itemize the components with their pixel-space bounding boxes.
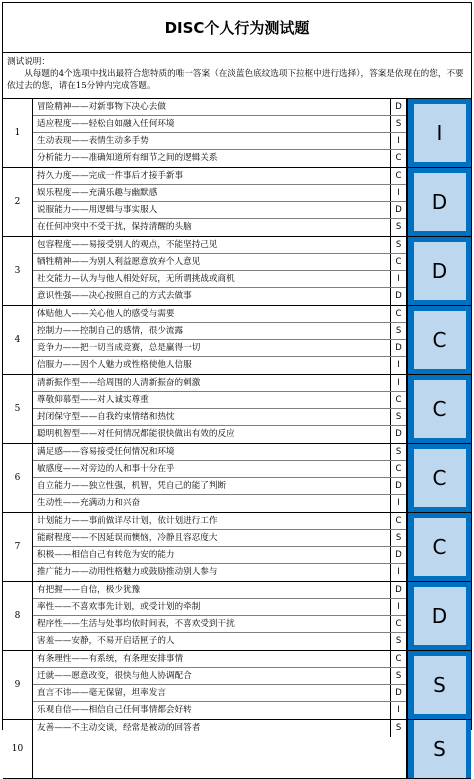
option-text: 能耐程度——不因延误而懊恼，冷静且容忍度大 <box>37 533 218 543</box>
question-number: 5 <box>3 375 33 443</box>
option-row <box>33 547 406 564</box>
question-number: 7 <box>3 513 33 581</box>
option-code: C <box>390 651 406 667</box>
question-number: 6 <box>3 444 33 512</box>
option-code: D <box>390 99 406 115</box>
answer-dropdown[interactable]: C <box>414 311 466 369</box>
option-code: S <box>390 633 406 650</box>
option-text: 清新振作型——给周围的人清新振奋的刺激 <box>37 378 201 388</box>
option-code: D <box>390 478 406 494</box>
answer-cell <box>407 720 471 778</box>
option-row <box>33 444 406 461</box>
option-text: 封闭保守型——自我约束情绪和热忱 <box>37 412 175 422</box>
question-number: 3 <box>3 237 33 305</box>
option-code: I <box>390 185 406 201</box>
option-text: 推广能力——动用性格魅力或鼓励推动别人参与 <box>37 567 218 577</box>
answer-cell <box>407 237 471 305</box>
option-text: 生动表现——表情生动多手势 <box>37 136 149 146</box>
option-list <box>33 651 407 719</box>
option-row <box>33 616 406 633</box>
option-code: S <box>390 409 406 425</box>
option-code: D <box>390 426 406 443</box>
option-row <box>33 357 406 374</box>
answer-dropdown[interactable]: S <box>414 720 466 778</box>
option-text: 敏感度——对旁边的人和事十分在乎 <box>37 464 175 474</box>
option-list <box>33 99 407 167</box>
option-row <box>33 599 406 616</box>
option-row <box>33 254 406 271</box>
option-code: C <box>390 513 406 529</box>
option-row <box>33 375 406 392</box>
option-text: 生动性——充满动力和兴奋 <box>37 498 141 508</box>
question-group <box>3 582 471 651</box>
question-number: 4 <box>3 306 33 374</box>
option-code: I <box>390 599 406 615</box>
option-list <box>33 582 407 650</box>
option-row <box>33 426 406 443</box>
option-code: S <box>390 237 406 253</box>
option-text: 信服力——因个人魅力或性格使他人信服 <box>37 360 192 370</box>
option-text: 自立能力——独立性强，机智，凭自己的能了判断 <box>37 481 227 491</box>
option-code: C <box>390 616 406 632</box>
option-text: 冒险精神——对新事物下决心去做 <box>37 102 166 112</box>
page-title: DISC个人行为测试题 <box>3 3 471 53</box>
instructions <box>3 53 471 99</box>
option-code: D <box>390 685 406 701</box>
option-text: 尊敬仰慕型——对人诚实尊重 <box>37 395 149 405</box>
option-row <box>33 409 406 426</box>
option-code: I <box>390 495 406 512</box>
option-row <box>33 185 406 202</box>
option-code: C <box>390 254 406 270</box>
option-row <box>33 564 406 581</box>
option-row <box>33 478 406 495</box>
option-row <box>33 720 406 737</box>
option-text: 娱乐程度——充满乐趣与幽默感 <box>37 188 158 198</box>
option-row <box>33 116 406 133</box>
instructions-body: 从每题的4个选项中找出最符合您特质的唯一答案（在淡蓝色底纹选项下拉框中进行选择），答案是依现在的您，不要依过去的您，请在15分钟内完成答题。 <box>7 69 464 91</box>
option-row <box>33 237 406 254</box>
option-row <box>33 288 406 305</box>
option-code: S <box>390 530 406 546</box>
option-text: 率性——不喜欢事先计划，或受计划的牵制 <box>37 602 201 612</box>
option-text: 包容程度——易接受别人的观点，不能坚持己见 <box>37 240 218 250</box>
option-row <box>33 306 406 323</box>
option-row <box>33 133 406 150</box>
option-code: C <box>390 150 406 167</box>
option-code: C <box>390 306 406 322</box>
answer-dropdown[interactable]: D <box>414 242 466 300</box>
answer-cell <box>407 375 471 443</box>
question-list <box>3 99 471 779</box>
option-code: I <box>390 564 406 581</box>
option-text: 持久力度——完成一件事后才接手新事 <box>37 171 184 181</box>
option-text: 分析能力——准确知道所有细节之间的逻辑关系 <box>37 153 218 163</box>
option-text: 程序性——生活与处事均依时间表，不喜欢受到干扰 <box>37 619 235 629</box>
option-text: 在任何冲突中不受干扰，保持清醒的头脑 <box>37 222 192 232</box>
option-row <box>33 219 406 236</box>
option-row <box>33 685 406 702</box>
option-text: 直言不讳——毫无保留，坦率发言 <box>37 688 166 698</box>
option-row <box>33 513 406 530</box>
option-code: S <box>390 116 406 132</box>
question-group <box>3 720 471 779</box>
option-code: D <box>390 340 406 356</box>
answer-cell <box>407 444 471 512</box>
disc-test-sheet <box>2 2 472 761</box>
option-row <box>33 323 406 340</box>
answer-cell <box>407 651 471 719</box>
option-row <box>33 530 406 547</box>
answer-cell <box>407 168 471 236</box>
option-text: 积极——相信自己有转危为安的能力 <box>37 550 175 560</box>
option-code: I <box>390 375 406 391</box>
option-row <box>33 495 406 512</box>
question-number: 8 <box>3 582 33 650</box>
question-group <box>3 513 471 582</box>
option-row <box>33 702 406 719</box>
question-group <box>3 651 471 720</box>
option-code: S <box>390 444 406 460</box>
option-code: C <box>390 392 406 408</box>
option-text: 友善——不主动交谈，经常是被动的回答者 <box>37 723 201 733</box>
option-list <box>33 444 407 512</box>
option-row <box>33 461 406 478</box>
question-number: 1 <box>3 99 33 167</box>
option-code: D <box>390 202 406 218</box>
answer-dropdown[interactable]: C <box>414 518 466 576</box>
option-text: 竞争力——把一切当成竞赛，总是赢得一切 <box>37 343 201 353</box>
option-code: I <box>390 702 406 719</box>
answer-dropdown[interactable]: C <box>414 449 466 507</box>
option-row <box>33 271 406 288</box>
option-text: 说服能力——用逻辑与事实服人 <box>37 205 158 215</box>
question-number: 9 <box>3 651 33 719</box>
answer-cell <box>407 582 471 650</box>
option-text: 体贴他人——关心他人的感受与需要 <box>37 309 175 319</box>
option-code: C <box>390 168 406 184</box>
option-code: S <box>390 720 406 737</box>
option-text: 适应程度——轻松自如融入任何环境 <box>37 119 175 129</box>
option-list <box>33 720 407 778</box>
option-code: S <box>390 219 406 236</box>
option-list <box>33 306 407 374</box>
instructions-label: 测试说明： <box>7 57 50 67</box>
option-row <box>33 99 406 116</box>
option-code: I <box>390 133 406 149</box>
option-row <box>33 168 406 185</box>
option-code: D <box>390 582 406 598</box>
question-group <box>3 444 471 513</box>
option-text: 控制力——控制自己的感情，很少流露 <box>37 326 184 336</box>
answer-dropdown[interactable]: D <box>414 173 466 231</box>
option-code: D <box>390 288 406 305</box>
option-text: 牺牲精神——为别人利益愿意放弃个人意见 <box>37 257 201 267</box>
option-row <box>33 582 406 599</box>
option-list <box>33 513 407 581</box>
option-code: I <box>390 271 406 287</box>
answer-cell <box>407 513 471 581</box>
question-number: 2 <box>3 168 33 236</box>
option-text: 计划能力——事前做详尽计划，依计划进行工作 <box>37 516 218 526</box>
option-text: 迁就——愿意改变，很快与他人协调配合 <box>37 671 192 681</box>
answer-cell <box>407 306 471 374</box>
option-list <box>33 375 407 443</box>
answer-dropdown[interactable]: C <box>414 380 466 438</box>
question-group <box>3 306 471 375</box>
option-row <box>33 668 406 685</box>
option-code: S <box>390 323 406 339</box>
option-list <box>33 168 407 236</box>
option-text: 满足感——容易接受任何情况和环境 <box>37 447 175 457</box>
option-text: 害羞——安静，不易开启话匣子的人 <box>37 636 175 646</box>
option-code: I <box>390 357 406 374</box>
answer-dropdown[interactable]: D <box>414 587 466 645</box>
question-group <box>3 237 471 306</box>
question-group <box>3 375 471 444</box>
option-row <box>33 392 406 409</box>
option-text: 意识性强——决心按照自己的方式去做事 <box>37 291 192 301</box>
answer-cell <box>407 99 471 167</box>
question-group <box>3 168 471 237</box>
option-code: C <box>390 461 406 477</box>
option-row <box>33 633 406 650</box>
answer-dropdown[interactable]: S <box>414 656 466 714</box>
option-text: 乐观自信——相信自己任何事情都会好转 <box>37 705 192 715</box>
answer-dropdown[interactable]: I <box>414 104 466 162</box>
option-text: 聪明机智型——对任何情况都能很快做出有效的反应 <box>37 429 235 439</box>
question-group <box>3 99 471 168</box>
option-text: 有条理性——有系统，有条理安排事情 <box>37 654 184 664</box>
option-row <box>33 340 406 357</box>
question-number: 10 <box>3 720 33 778</box>
option-text: 社交能力—认为与他人相处好玩，无所谓挑战或商机 <box>37 274 235 284</box>
option-list <box>33 237 407 305</box>
option-row <box>33 651 406 668</box>
option-row <box>33 202 406 219</box>
option-code: S <box>390 668 406 684</box>
option-code: D <box>390 547 406 563</box>
option-row <box>33 150 406 167</box>
option-text: 有把握——自信，极少犹豫 <box>37 585 141 595</box>
